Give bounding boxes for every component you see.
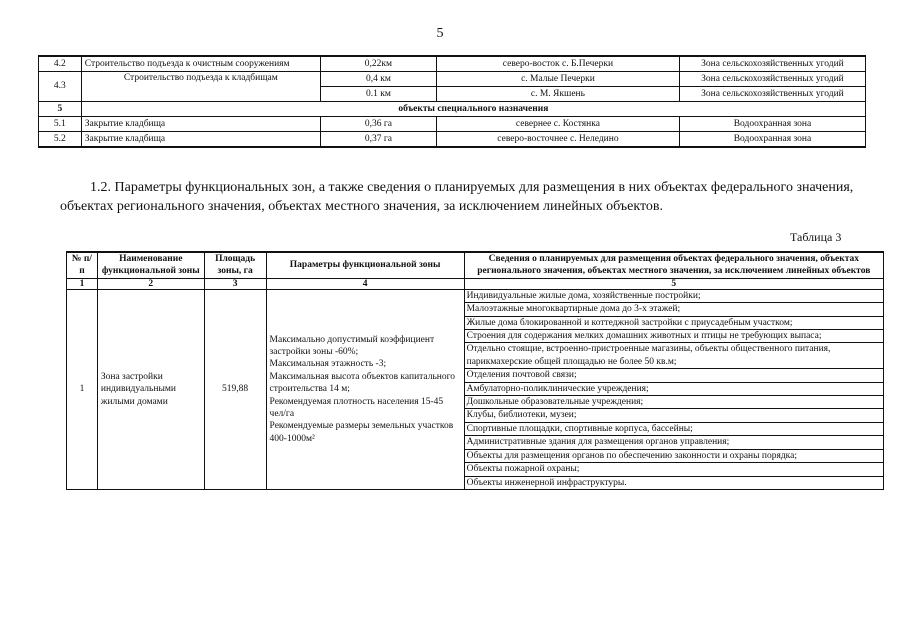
parameter-item: Максимальная этажность -3; [269, 359, 387, 370]
table-row [39, 117, 866, 132]
object-name: Закрытие кладбища [81, 132, 320, 148]
parameter-item: Рекомендуемая плотность населения 15-45 чел/га [269, 396, 444, 419]
planned-objects [464, 289, 883, 489]
header-parameters: Параметры функциональной зоны [266, 252, 464, 278]
list-item: Спортивные площадки, спортивные корпуса, бассейны; [465, 423, 883, 436]
object-zone: Водоохранная зона [679, 117, 865, 132]
object-size: 0.1 км [320, 87, 436, 102]
zone-parameters [266, 289, 464, 489]
list-item: Объекты для размещения органов по обеспечению законности и охраны порядка; [465, 450, 883, 463]
index-cell: 1 [67, 278, 98, 289]
list-item: Жилые дома блокированной и коттеджной застройки с приусадебным участком; [465, 317, 883, 330]
list-item: Объекты инженерной инфраструктуры. [466, 477, 627, 488]
table-row [39, 56, 866, 72]
row-number: 4.2 [39, 56, 82, 72]
row-number: 5.2 [39, 132, 82, 148]
table-row [39, 102, 866, 117]
table-row [39, 72, 866, 87]
list-item: Объекты пожарной охраны; [465, 463, 883, 476]
object-size: 0,22км [320, 56, 436, 72]
object-location: с. М. Якшень [436, 87, 679, 102]
parameter-item: Максимально допустимый коэффициент застройки зоны -60%; [269, 334, 435, 357]
section-title: объекты специального назначения [81, 102, 865, 117]
object-location: северо-восток с. Б.Печерки [436, 56, 679, 72]
zone-area: 519,88 [204, 289, 266, 489]
object-location: с. Малые Печерки [436, 72, 679, 87]
object-name: Строительство подъезда к кладбищам [81, 72, 320, 102]
table-index-row [67, 278, 884, 289]
list-item: Административные здания для размещения органов управления; [465, 436, 883, 449]
object-size: 0,36 га [320, 117, 436, 132]
table-row [67, 289, 884, 489]
zone-name: Зона застройки индивидуальными жилыми домами [97, 289, 204, 489]
table-header-row [67, 252, 884, 278]
object-zone: Зона сельскохозяйственных угодий [679, 72, 865, 87]
header-planned-objects: Сведения о планируемых для размещения объектах федерального значения, объектах регионального значения, объектах местного значения, за исключением линейных объектов [464, 252, 883, 278]
object-location: северо-восточнее с. Неледино [436, 132, 679, 148]
object-size: 0,4 км [320, 72, 436, 87]
index-cell: 3 [204, 278, 266, 289]
header-number: № п/п [67, 252, 98, 278]
object-size: 0,37 га [320, 132, 436, 148]
section-paragraph: 1.2. Параметры функциональных зон, а также сведения о планируемых для размещения в них объектах федерального значения, объектах регионального значения, объектах местного значения, за исключением линейных объектов. [60, 180, 854, 214]
list-item: Дошкольные образовательные учреждения; [465, 396, 883, 409]
index-cell: 4 [266, 278, 464, 289]
list-item: Отдельно стоящие, встроенно-пристроенные магазины, объекты общественного питания, парикмахерские общей площадью не более 50 кв.м; [465, 343, 883, 369]
section-number: 5 [39, 102, 82, 117]
top-table [38, 55, 866, 148]
index-cell: 2 [97, 278, 204, 289]
header-zone-name: Наименование функциональной зоны [97, 252, 204, 278]
page-number: 5 [436, 26, 444, 41]
object-location: севернее с. Костянка [436, 117, 679, 132]
parameter-item: Максимальная высота объектов капитального строительства 14 м; [269, 371, 456, 395]
list-item: Отделения почтовой связи; [465, 369, 883, 382]
object-name: Строительство подъезда к очистным сооружениям [81, 56, 320, 72]
zones-table [66, 251, 884, 490]
object-zone: Водоохранная зона [679, 132, 865, 148]
list-item: Малоэтажные многоквартирные дома до 3-х этажей; [465, 303, 883, 316]
parameter-item: Рекомендуемые размеры земельных участков 400-1000м² [269, 421, 454, 444]
list-item: Индивидуальные жилые дома, хозяйственные постройки; [465, 290, 883, 303]
row-number: 5.1 [39, 117, 82, 132]
row-number: 4.3 [39, 72, 82, 102]
table-label: Таблица 3 [790, 230, 842, 244]
object-zone: Зона сельскохозяйственных угодий [679, 87, 865, 102]
list-item: Строения для содержания мелких домашних животных и птицы не требующих выпаса; [465, 330, 883, 343]
list-item: Клубы, библиотеки, музеи; [465, 409, 883, 422]
header-area: Площадь зоны, га [204, 252, 266, 278]
object-name: Закрытие кладбища [81, 117, 320, 132]
index-cell: 5 [464, 278, 883, 289]
list-item: Амбулаторно-поликлинические учреждения; [465, 383, 883, 396]
object-zone: Зона сельскохозяйственных угодий [679, 56, 865, 72]
table-row [39, 132, 866, 148]
row-number: 1 [67, 289, 98, 489]
